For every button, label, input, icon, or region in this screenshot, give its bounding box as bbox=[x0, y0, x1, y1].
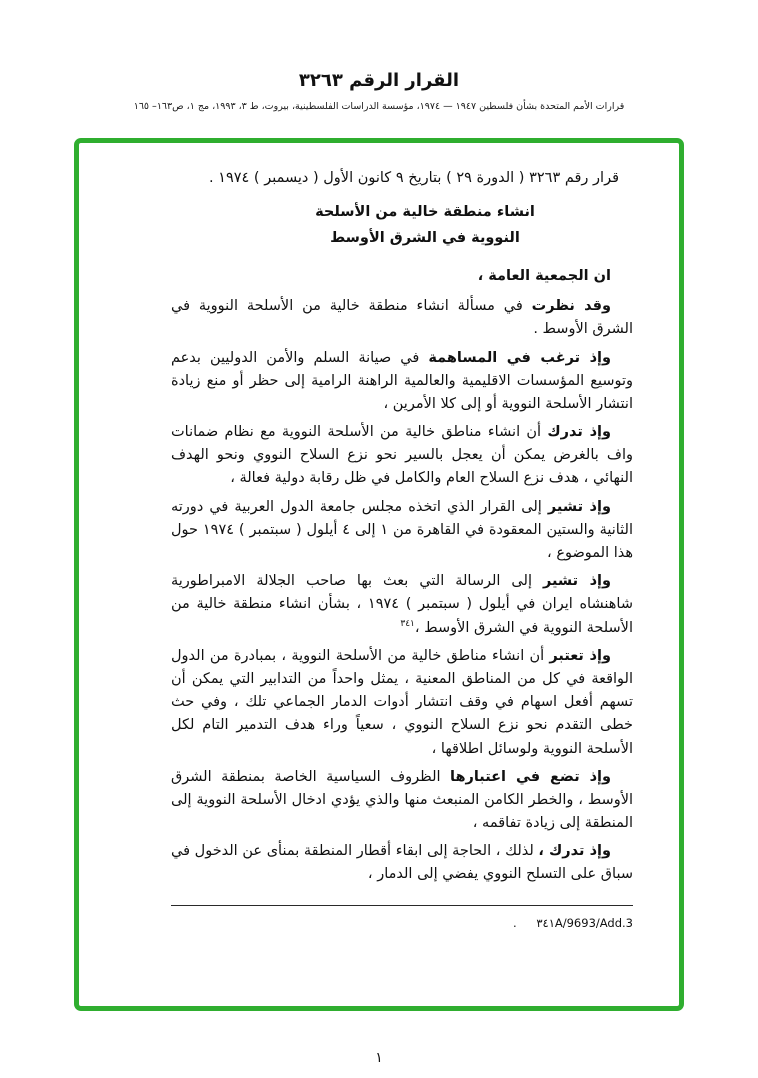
page-number: ١ bbox=[375, 1050, 383, 1066]
body-paragraph bbox=[171, 421, 633, 491]
resolution-subject bbox=[281, 200, 569, 251]
page-title: القرار الرقم ٣٢٦٣ bbox=[298, 70, 460, 91]
paragraph-lead: وقد نظرت bbox=[531, 298, 611, 315]
paragraph-text: إلى القرار الذي اتخذه مجلس جامعة الدول العربية في دورته الثانية والستين المعقودة في القاهرة من ١ إلى ٤ أيلول ( سبتمبر ) ١٩٧٤ حول هذا الموضوع ، bbox=[171, 498, 633, 561]
paragraph-lead: وإذ تدرك bbox=[547, 424, 611, 441]
body-paragraph bbox=[171, 496, 633, 566]
subject-line-1: انشاء منطقة خالية من الأسلحة bbox=[315, 204, 535, 221]
paragraph-lead: وإذ تضع في اعتبارها bbox=[450, 768, 612, 785]
subject-line-2: النووية في الشرق الأوسط bbox=[330, 229, 520, 246]
footnote bbox=[171, 905, 633, 932]
paragraph-text: أن انشاء مناطق خالية من الأسلحة النووية مع نظام ضمانات واف بالغرض يمكن أن يعجل بالسير نحو نزع السلاح النووي ونحو الهدف النهائي ، هدف نزع السلاح العام والكامل في ظل رقابة دولية فعالة ، bbox=[171, 424, 633, 487]
paragraph-lead: ان الجمعية العامة ، bbox=[477, 267, 611, 284]
paragraph-text: لذلك ، الحاجة إلى ابقاء أقطار المنطقة بمنأى عن الدخول في سباق على التسلح النووي يفضي إلى الدمار ، bbox=[171, 843, 633, 883]
body-paragraph bbox=[171, 645, 633, 761]
resolution-heading: قرار رقم ٣٢٦٣ ( الدورة ٢٩ ) بتاريخ ٩ كانون الأول ( ديسمبر ) ١٩٧٤ . bbox=[208, 170, 619, 186]
footnote-ref: ٣٤١ bbox=[536, 915, 555, 930]
footnote-marker: ٣٤١ bbox=[400, 618, 415, 629]
citation-line: قرارات الأمم المتحدة بشأن فلسطين ١٩٤٧ — ١٩٧٤، مؤسسة الدراسات الفلسطينية، بيروت، ط ٣، ١٩٩٣، مج ١، ص١٦٣– ١٦٥ bbox=[133, 101, 625, 112]
footnote-text: A/9693/Add.3 . bbox=[513, 915, 633, 930]
body-paragraph bbox=[171, 840, 633, 886]
paragraph-text: الظروف السياسية الخاصة بمنطقة الشرق الأوسط ، والخطر الكامن المنبعث منها والذي يؤدي ادخال الأسلحة النووية إلى المنطقة إلى زيادة تفاقمه ، bbox=[171, 768, 633, 832]
body-paragraph bbox=[171, 347, 633, 417]
paragraph-lead: وإذ تشير bbox=[542, 573, 611, 590]
body-paragraph bbox=[171, 766, 633, 836]
paragraph-lead: وإذ تشير bbox=[547, 498, 611, 515]
paragraph-lead: وإذ ترغب في المساهمة bbox=[428, 349, 611, 366]
paragraph-text: إلى الرسالة التي بعث بها صاحب الجلالة الامبراطورية شاهنشاه ايران في أيلول ( سبتمبر ) ١٩٧٤ ، بشأن انشاء منطقة خالية من الأسلحة النووية في الشرق الأوسط ، bbox=[171, 573, 633, 636]
body-paragraph bbox=[171, 570, 633, 640]
paragraph-lead: وإذ تعتبر bbox=[549, 647, 611, 664]
paragraph-text: أن انشاء مناطق خالية من الأسلحة النووية ، بمبادرة من الدول الواقعة في كل من المناطق المعنية ، يمثل واحداً من التدابير التي يمكن أن تسهم أفعل اسهام في وقف انتشار أدوات الدمار الجماعي تلك ، وفي حث خطى التقدم نحو نزع السلاح النووي ، سعياً وراء هدف التدمير التام لكل الأسلحة النووية ولوسائل اطلاقها ، bbox=[171, 647, 633, 757]
body-paragraph bbox=[171, 265, 633, 288]
highlighted-region-border bbox=[74, 138, 684, 1011]
document-header bbox=[0, 0, 758, 112]
paragraph-lead: وإذ تدرك ، bbox=[538, 843, 611, 860]
resolution-body bbox=[171, 167, 633, 932]
body-paragraph bbox=[171, 295, 633, 341]
paragraph-text: في صيانة السلم والأمن الدوليين بدعم وتوسيع المؤسسات الاقليمية والعالمية الراهنة الرامية إلى حظر أو منع زيادة انتشار الأسلحة النووية أو إلى كلا الأمرين ، bbox=[171, 349, 633, 412]
paragraph-text: في مسألة انشاء منطقة خالية من الأسلحة النووية في الشرق الأوسط . bbox=[171, 298, 633, 338]
